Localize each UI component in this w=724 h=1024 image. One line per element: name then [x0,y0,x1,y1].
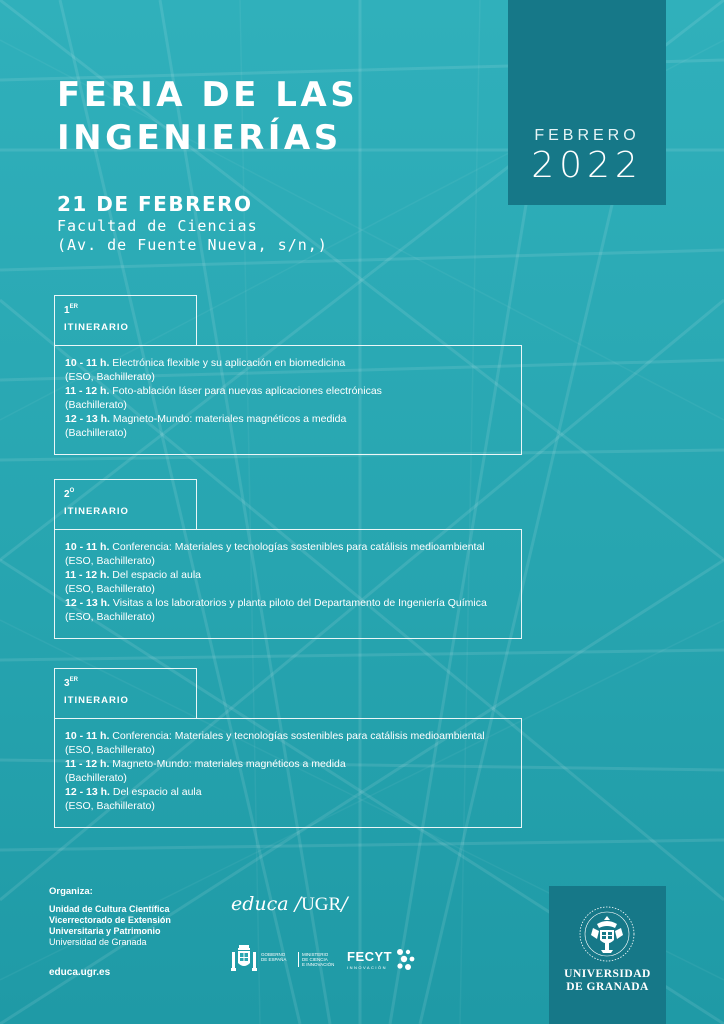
session-level: (ESO, Bachillerato) [65,555,155,567]
date-panel [508,0,666,205]
date-year: 2022 [531,145,643,186]
itinerary-3-number: 3ER [64,677,78,689]
event-place-line-1: Facultad de Ciencias [57,217,258,235]
itinerary-1-label: ITINERARIO [64,322,129,333]
itinerary-2-number: $2^O$ [64,488,75,500]
fecyt-subtitle: INNOVACIÓN [347,965,388,970]
session: 12 - 13 h. Visitas a los laboratorios y planta piloto del Departamento de Ingeniería Química [65,597,487,609]
university-seal-icon [577,902,637,966]
itinerary-3-box [54,718,522,828]
itinerary-1-number: 1ER [64,304,78,316]
organizer-block [49,886,171,978]
coat-of-arms-icon [231,944,257,972]
event-place-line-2: (Av. de Fuente Nueva, s/n,) [57,236,328,254]
itinerary-3-label: ITINERARIO [64,695,129,706]
ministry-line-1: MINISTERIO [302,952,329,957]
itinerary-2-tab [54,479,197,529]
itinerary-2-label: ITINERARIO [64,506,129,517]
website-link[interactable]: educa.ugr.es [49,967,111,978]
gov-line-1: GOBIERNO [261,952,286,957]
title-line-1: FERIA DE LAS [57,75,359,115]
session: 12 - 13 h. Magneto-Mundo: materiales magnéticos a medida [65,413,347,425]
educa-ugr-logo: educa /UGR/ [231,893,348,915]
session: 10 - 11 h. Conferencia: Materiales y tecnologías sostenibles para catálisis medioambiental [65,541,485,553]
government-text [261,952,286,962]
date-month: FEBRERO [534,127,640,144]
session: 12 - 13 h. Del espacio al aula [65,786,202,798]
organizer-line-4: Universidad de Granada [49,937,147,947]
educa-text: educa [231,893,289,915]
session-level: (ESO, Bachillerato) [65,800,155,812]
itinerary-3-tab [54,668,197,718]
session-level: (ESO, Bachillerato) [65,744,155,756]
session: 11 - 12 h. Foto-ablación láser para nuevas aplicaciones electrónicas [65,385,382,397]
event-date: 21 DE FEBRERO [57,192,253,216]
session: 11 - 12 h. Magneto-Mundo: materiales magnéticos a medida [65,758,346,770]
university-panel [549,886,666,1024]
itinerary-1-box [54,345,522,455]
organizer-line-1: Unidad de Cultura Científica [49,904,170,914]
university-name [549,968,666,994]
itinerary-1-tab [54,295,197,345]
organizer-line-3: Universitaria y Patrimonio [49,926,161,936]
itinerary-2-box [54,529,522,639]
university-name-line-2: DE GRANADA [566,981,649,993]
ugr-text: UGR [301,894,342,915]
session-level: (Bachillerato) [65,399,127,411]
session-level: (Bachillerato) [65,427,127,439]
fecyt-logo [347,949,392,970]
session-level: (ESO, Bachillerato) [65,583,155,595]
organizer-line-2: Vicerrectorado de Extensión [49,915,171,925]
gov-line-2: DE ESPAÑA [261,957,287,962]
ministry-line-2: DE CIENCIA [302,957,328,962]
fecyt-text: FECYT [347,949,393,964]
session: 10 - 11 h. Electrónica flexible y su aplicación en biomedicina [65,357,346,369]
organizer-heading: Organiza: [49,886,93,897]
session-level: (ESO, Bachillerato) [65,371,155,383]
fecyt-dots-icon [395,948,415,972]
session-level: (ESO, Bachillerato) [65,611,155,623]
title-line-2: INGENIERÍAS [57,118,342,158]
event-place [57,217,328,255]
university-name-line-1: UNIVERSIDAD [564,968,651,980]
session: 10 - 11 h. Conferencia: Materiales y tecnologías sostenibles para catálisis medioambiental [65,730,485,742]
government-logo [231,944,336,974]
ministry-line-3: E INNOVACIÓN [302,962,335,967]
ministry-text [298,952,334,967]
session: 11 - 12 h. Del espacio al aula [65,569,202,581]
poster-title [57,74,358,160]
session-level: (Bachillerato) [65,772,127,784]
